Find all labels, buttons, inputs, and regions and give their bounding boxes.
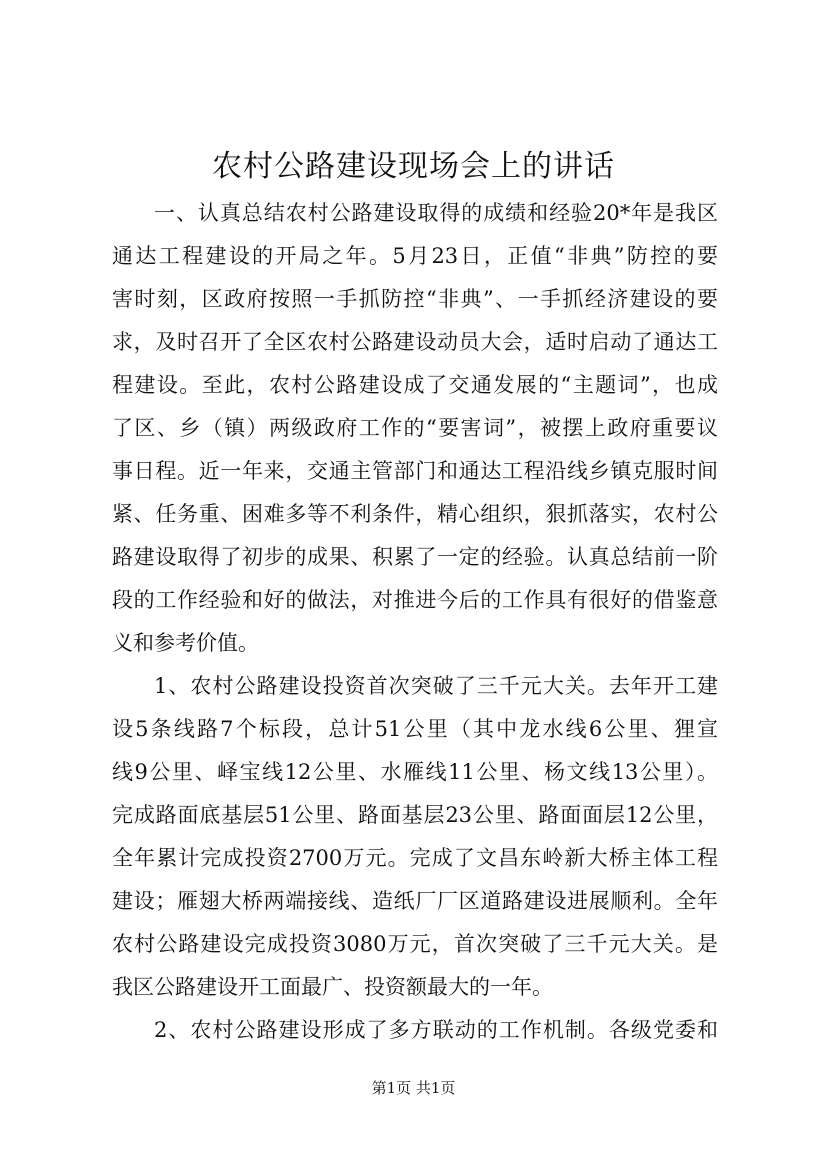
body-line: 路建设取得了初步的成果、积累了一定的经验。认真总结前一阶 — [112, 545, 718, 569]
body-line: 害时刻，区政府按照一手抓防控“非典”、一手抓经济建设的要 — [112, 287, 718, 311]
body-line: 了区、乡（镇）两级政府工作的“要害词”，被摆上政府重要议 — [112, 416, 718, 440]
body-line: 全年累计完成投资2700万元。完成了文昌东岭新大桥主体工程 — [112, 846, 718, 870]
body-line: 求，及时召开了全区农村公路建设动员大会，适时启动了通达工 — [112, 330, 718, 354]
body-line: 通达工程建设的开局之年。5月23日，正值“非典”防控的要 — [112, 244, 718, 268]
document-body — [112, 192, 718, 1052]
body-line: 1、农村公路建设投资首次突破了三千元大关。去年开工建 — [154, 674, 718, 698]
body-line: 完成路面底基层51公里、路面基层23公里、路面面层12公里， — [112, 803, 718, 827]
page-footer: 第1页 共1页 — [371, 1079, 456, 1097]
body-line: 我区公路建设开工面最广、投资额最大的一年。 — [112, 975, 553, 999]
body-line: 建设；雁翅大桥两端接线、造纸厂厂区道路建设进展顺利。全年 — [112, 889, 718, 913]
body-line: 程建设。至此，农村公路建设成了交通发展的“主题词”，也成 — [112, 373, 718, 397]
body-line: 义和参考价值。 — [112, 631, 259, 655]
body-line: 2、农村公路建设形成了多方联动的工作机制。各级党委和 — [154, 1018, 718, 1042]
body-line: 一、认真总结农村公路建设取得的成绩和经验20*年是我区 — [154, 201, 718, 225]
body-line: 线9公里、峄宝线12公里、水雁线11公里、杨文线13公里）。 — [112, 760, 718, 784]
body-line: 设5条线路7个标段，总计51公里（其中龙水线6公里、狸宣 — [112, 717, 718, 741]
body-line: 段的工作经验和好的做法，对推进今后的工作具有很好的借鉴意 — [112, 588, 718, 612]
body-line: 紧、任务重、困难多等不利条件，精心组织，狠抓落实，农村公 — [112, 502, 718, 526]
body-line: 农村公路建设完成投资3080万元，首次突破了三千元大关。是 — [112, 932, 718, 956]
body-line: 事日程。近一年来，交通主管部门和通达工程沿线乡镇克服时间 — [112, 459, 718, 483]
document-title: 农村公路建设现场会上的讲话 — [212, 149, 615, 184]
